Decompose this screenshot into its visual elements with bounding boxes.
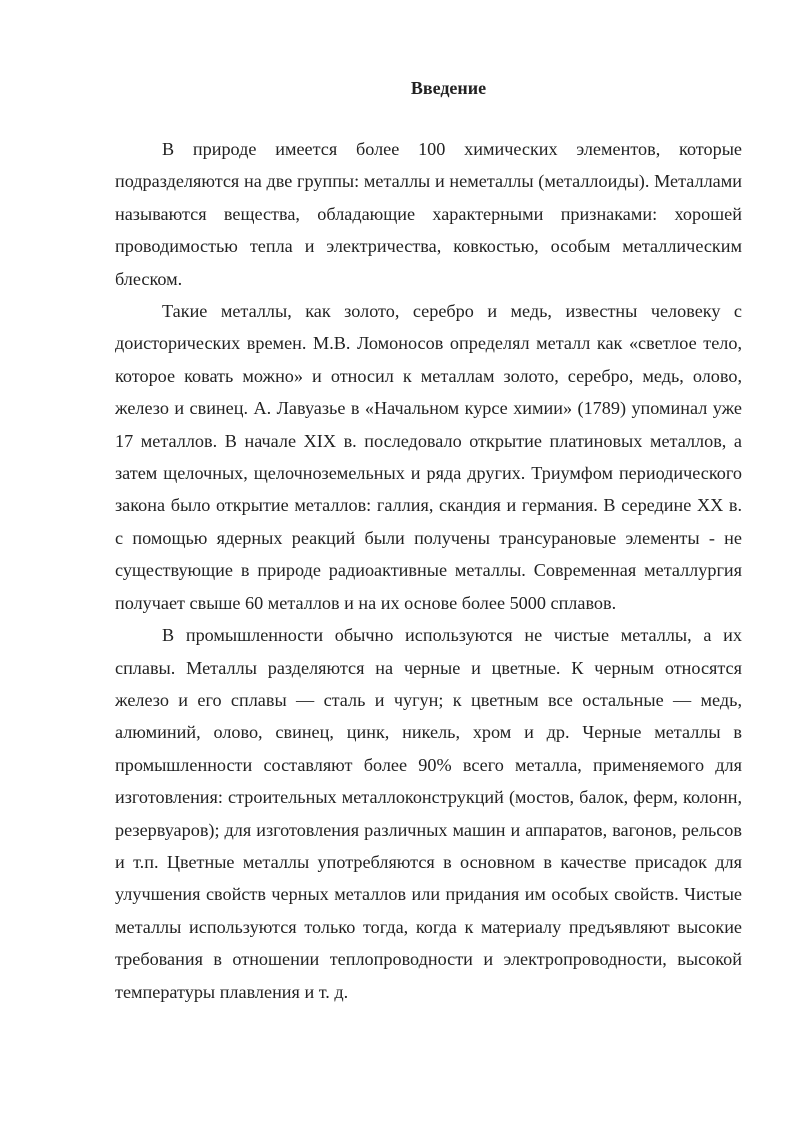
paragraph-1: В природе имеется более 100 химических элементов, которые подразделяются на две группы: металлы и неметаллы (металлоиды). Металлами называются вещества, обладающие характерными признаками: хорошей проводимостью тепла и электричества, ковкостью, особым металлическим блеском. — [115, 139, 742, 289]
paragraph-3: В промышленности обычно используются не чистые металлы, а их сплавы. Металлы разделяются на черные и цветные. К черным относятся железо и его сплавы — сталь и чугун; к цветным все остальные — медь, алюминий, олово, свинец, цинк, никель, хром и др. Черные металлы в промышленности составляют более 90% всего металла, применяемого для изготовления: строительных металлоконструкций (мостов, балок, ферм, колонн, резервуаров); для изготовления различных машин и аппаратов, вагонов, рельсов и т.п. Цветные металлы употребляются в основном в качестве присадок для улучшения свойств черных металлов или придания им особых свойств. Чистые металлы используются только тогда, когда к материалу предъявляют высокие требования в отношении теплопроводности и электропроводности, высокой температуры плавления и т. д. — [115, 625, 742, 1002]
paragraph-2: Такие металлы, как золото, серебро и медь, известны человеку с доисторических времен. М.В. Ломоносов определял металл как «светлое тело, которое ковать можно» и относил к металлам золото, серебро, медь, олово, железо и свинец. А. Лавуазье в «Начальном курсе химии» (1789) упоминал уже 17 металлов. В начале XIX в. последовало открытие платиновых металлов, а затем щелочных, щелочноземельных и ряда других. Триумфом периодического закона было открытие металлов: галлия, скандия и германия. В середине XX в. с помощью ядерных реакций были получены трансурановые элементы - не существующие в природе радиоактивные металлы. Современная металлургия получает свыше 60 металлов и на их основе более 5000 сплавов. — [115, 301, 742, 613]
document-title: Введение — [410, 78, 487, 98]
document-page — [115, 72, 742, 1008]
